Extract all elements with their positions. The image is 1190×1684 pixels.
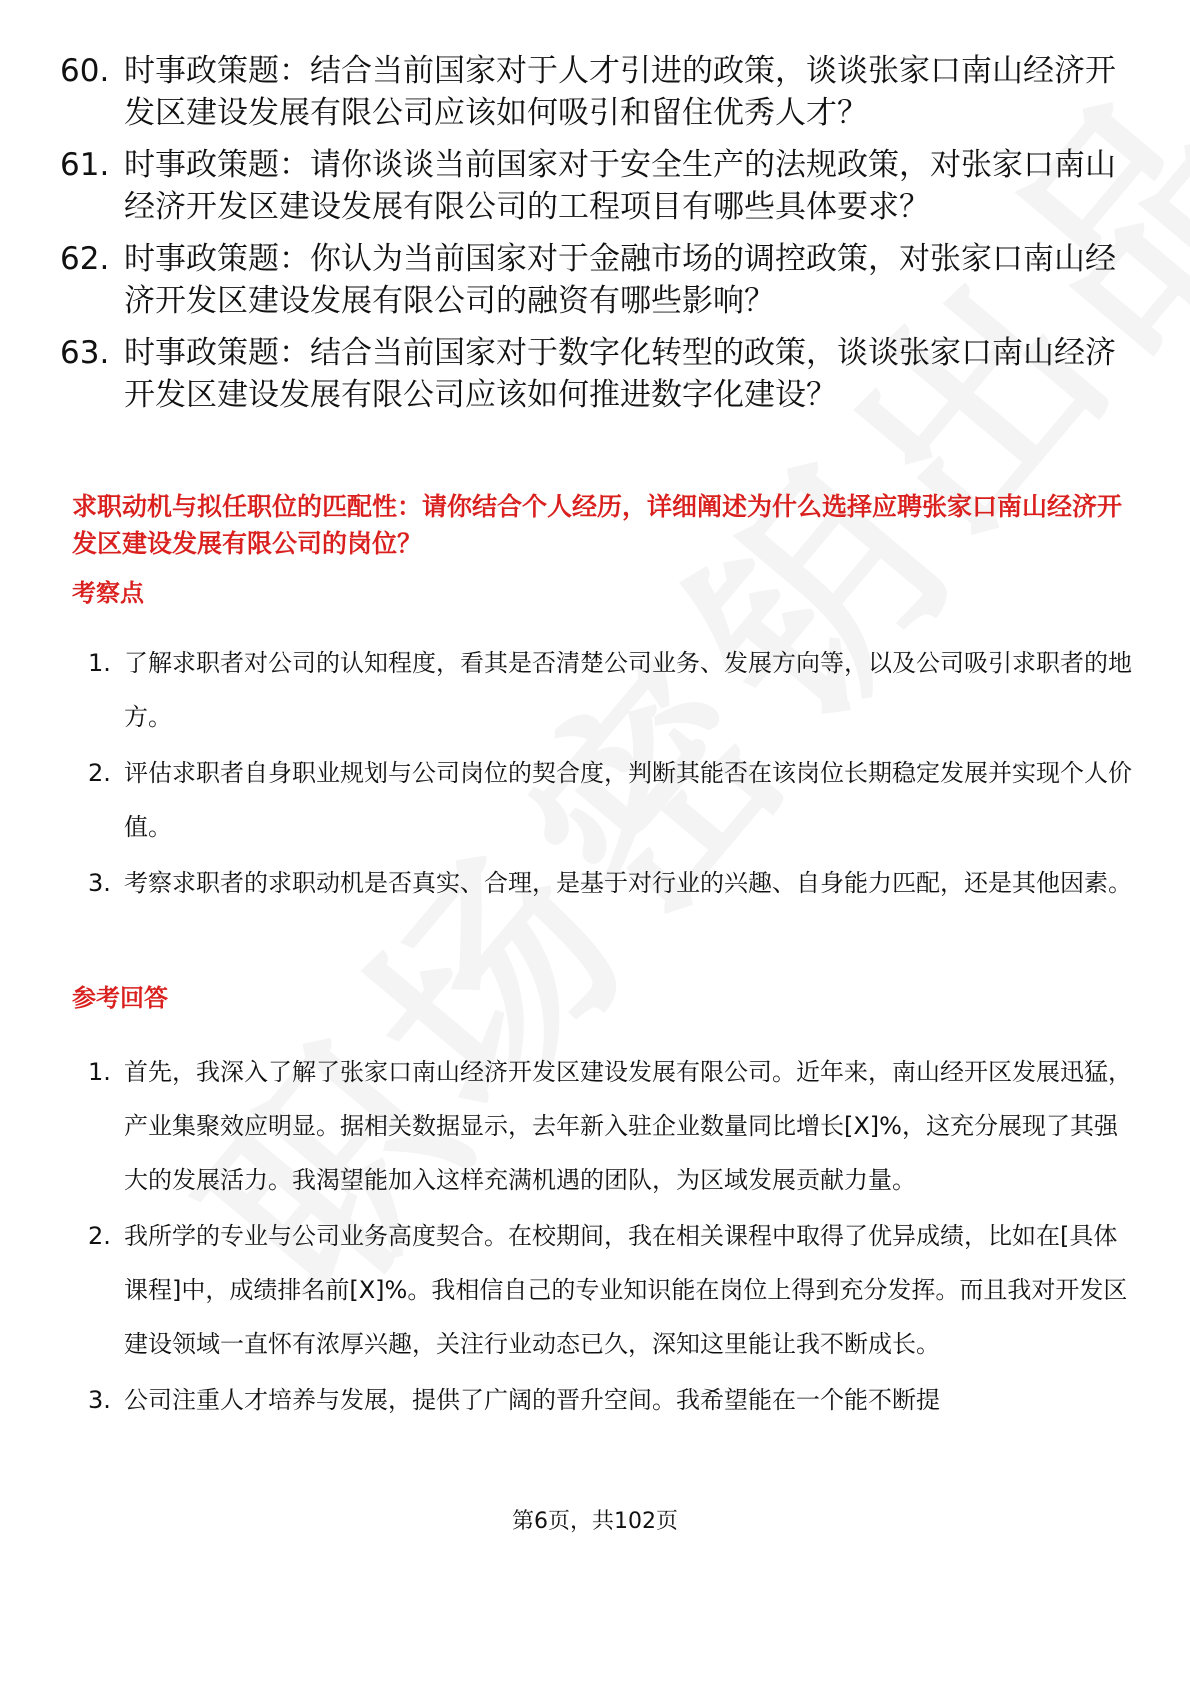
- focus-point-number: 3.: [88, 869, 111, 897]
- answer-point-number: 3.: [88, 1386, 111, 1414]
- focus-point: [88, 746, 1138, 854]
- focus-heading: 考察点: [72, 579, 144, 607]
- answer-point: [88, 1045, 1138, 1207]
- question-item: [60, 332, 1140, 416]
- question-text: 时事政策题：结合当前国家对于人才引进的政策，谈谈张家口南山经济开发区建设发展有限公司应该如何吸引和留住优秀人才？: [124, 53, 1116, 131]
- question-text: 时事政策题：结合当前国家对于数字化转型的政策，谈谈张家口南山经济开发区建设发展有限公司应该如何推进数字化建设？: [124, 335, 1116, 413]
- answer-point: [88, 1209, 1138, 1371]
- question-item: [60, 144, 1140, 228]
- question-number: 61.: [60, 147, 110, 183]
- question-text: 时事政策题：请你谈谈当前国家对于安全生产的法规政策，对张家口南山经济开发区建设发展有限公司的工程项目有哪些具体要求？: [124, 147, 1116, 225]
- answer-point-number: 2.: [88, 1222, 111, 1250]
- answer-point-text: 公司注重人才培养与发展，提供了广阔的晋升空间。我希望能在一个能不断提: [124, 1386, 940, 1414]
- focus-point-list: [88, 636, 1138, 912]
- focus-point: [88, 856, 1138, 910]
- focus-point: [88, 636, 1138, 744]
- answer-point-list: [88, 1045, 1138, 1429]
- focus-point-text: 考察求职者的求职动机是否真实、合理，是基于对行业的兴趣、自身能力匹配，还是其他因素。: [124, 869, 1132, 897]
- question-list: [60, 50, 1140, 426]
- focus-point-number: 2.: [88, 759, 111, 787]
- section-title: 求职动机与拟任职位的匹配性：请你结合个人经历，详细阐述为什么选择应聘张家口南山经济开发区建设发展有限公司的岗位？: [72, 492, 1123, 558]
- answer-point: [88, 1373, 1138, 1427]
- answer-point-number: 1.: [88, 1058, 111, 1086]
- question-number: 63.: [60, 335, 110, 371]
- answer-heading: 参考回答: [72, 984, 168, 1012]
- answer-point-text: 我所学的专业与公司业务高度契合。在校期间，我在相关课程中取得了优异成绩，比如在[具体课程]中，成绩排名前[X]%。我相信自己的专业知识能在岗位上得到充分发挥。而且我对开发区建设领域一直怀有浓厚兴趣，关注行业动态已久，深知这里能让我不断成长。: [124, 1222, 1128, 1358]
- question-item: [60, 238, 1140, 322]
- focus-point-number: 1.: [88, 649, 111, 677]
- answer-point-text: 首先，我深入了解了张家口南山经济开发区建设发展有限公司。近年来，南山经开区发展迅猛，产业集聚效应明显。据相关数据显示，去年新入驻企业数量同比增长[X]%，这充分展现了其强大的发展活力。我渴望能加入这样充满机遇的团队，为区域发展贡献力量。: [124, 1058, 1132, 1194]
- question-number: 60.: [60, 53, 110, 89]
- question-text: 时事政策题：你认为当前国家对于金融市场的调控政策，对张家口南山经济开发区建设发展有限公司的融资有哪些影响？: [124, 241, 1116, 319]
- page-footer: 第6页，共102页: [512, 1509, 678, 1534]
- question-number: 62.: [60, 241, 110, 277]
- focus-point-text: 评估求职者自身职业规划与公司岗位的契合度，判断其能否在该岗位长期稳定发展并实现个人价值。: [124, 759, 1132, 841]
- question-item: [60, 50, 1140, 134]
- focus-point-text: 了解求职者对公司的认知程度，看其是否清楚公司业务、发展方向等，以及公司吸引求职者的地方。: [124, 649, 1132, 731]
